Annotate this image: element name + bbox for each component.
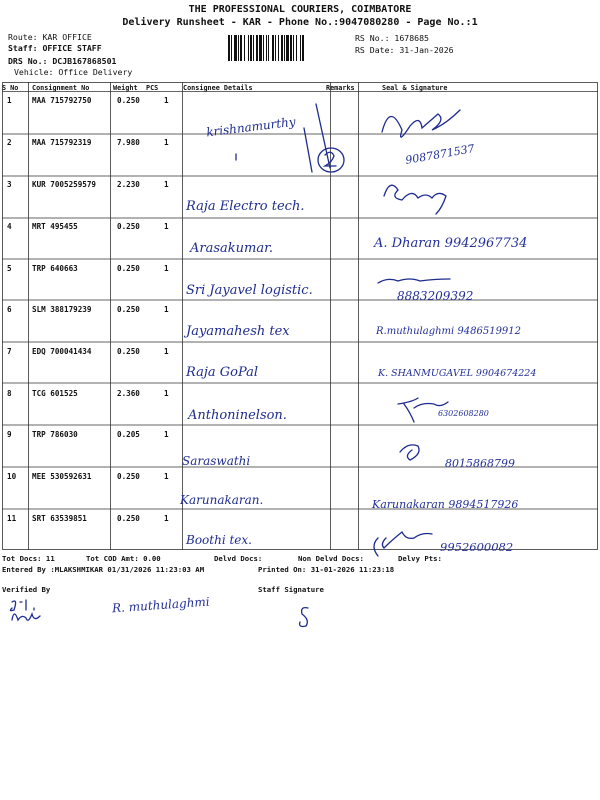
table-row-sno: 2 xyxy=(7,138,12,147)
consignee-handwriting: Jayamahesh tex xyxy=(186,324,290,339)
non-delivered-docs: Non Delvd Docs: xyxy=(298,554,364,563)
delivery-points: Delvy Pts: xyxy=(398,554,442,563)
table-row-consignment: SRT 63539851 xyxy=(32,514,87,523)
table-row-weight: 0.250 xyxy=(117,514,140,523)
col-header-weight: Weight xyxy=(113,84,138,92)
printed-on: Printed On: 31-01-2026 11:23:18 xyxy=(258,565,395,574)
table-row-weight: 0.250 xyxy=(117,472,140,481)
consignee-handwriting: Anthoninelson. xyxy=(188,408,287,423)
table-row-weight: 0.250 xyxy=(117,222,140,231)
route-label: Route: KAR OFFICE xyxy=(8,32,92,42)
table-row-consignment: TRP 640663 xyxy=(32,264,78,273)
recipient-signature: K. SHANMUGAVEL 9904674224 xyxy=(378,368,537,379)
col-header-seal-signature: Seal & Signature xyxy=(382,84,448,92)
consignee-handwriting: Raja Electro tech. xyxy=(186,199,305,214)
table-row-consignment: TRP 786030 xyxy=(32,430,78,439)
company-name: THE PROFESSIONAL COURIERS, COIMBATORE xyxy=(188,4,412,15)
staff-signature-label: Staff Signature xyxy=(258,585,324,594)
table-row-weight: 0.250 xyxy=(117,305,140,314)
table-row-weight: 0.250 xyxy=(117,264,140,273)
table-row-sno: 10 xyxy=(7,472,17,481)
table-row-pcs: 1 xyxy=(164,180,169,189)
recipient-signature: A. Dharan 9942967734 xyxy=(374,236,528,251)
drs-number: DRS No.: DCJB167868501 xyxy=(8,56,117,66)
table-row-sno: 6 xyxy=(7,305,12,314)
table-row-weight: 0.205 xyxy=(117,430,140,439)
table-row-consignment: EDQ 700041434 xyxy=(32,347,92,356)
entered-by: Entered By :MLAKSHMIKAR 01/31/2026 11:23:03 AM xyxy=(2,565,205,574)
table-row-weight: 2.360 xyxy=(117,389,140,398)
recipient-phone: 6302608280 xyxy=(438,409,489,418)
delivered-docs: Delvd Docs: xyxy=(214,554,263,563)
table-row-weight: 2.230 xyxy=(117,180,140,189)
consignee-handwriting: Sri Jayavel logistic. xyxy=(186,283,313,298)
table-row-sno: 3 xyxy=(7,180,12,189)
table-row-consignment: MAA 715792319 xyxy=(32,138,92,147)
runsheet-title: Delivery Runsheet - KAR - Phone No.:9047080280 - Page No.:1 xyxy=(122,17,478,28)
table-row-sno: 9 xyxy=(7,430,12,439)
table-row-pcs: 1 xyxy=(164,347,169,356)
table-row-pcs: 1 xyxy=(164,430,169,439)
rs-date: RS Date: 31-Jan-2026 xyxy=(355,45,454,55)
table-row-consignment: TCG 601525 xyxy=(32,389,78,398)
table-row-pcs: 1 xyxy=(164,96,169,105)
table-row-weight: 0.250 xyxy=(117,96,140,105)
table-row-consignment: SLM 388179239 xyxy=(32,305,92,314)
rs-number: RS No.: 1678685 xyxy=(355,33,429,43)
recipient-phone: 8883209392 xyxy=(397,289,474,303)
consignee-handwriting: Boothi tex. xyxy=(186,533,252,547)
table-row-pcs: 1 xyxy=(164,222,169,231)
table-row-pcs: 1 xyxy=(164,472,169,481)
recipient-phone: 9952600082 xyxy=(440,540,514,554)
recipient-phone: 8015868799 xyxy=(445,457,515,470)
table-row-pcs: 1 xyxy=(164,305,169,314)
verifier-signature: R. muthulaghmi xyxy=(111,594,211,616)
table-row-consignment: MEE 530592631 xyxy=(32,472,92,481)
vehicle-label: Vehicle: Office Delivery xyxy=(14,67,133,77)
col-header-remarks: Remarks xyxy=(326,84,355,92)
recipient-signature: R.muthulaghmi 9486519912 xyxy=(376,326,522,337)
consignee-handwriting: krishnamurthy xyxy=(205,114,297,140)
col-header-sno: S No xyxy=(2,84,19,92)
table-row-consignment: MAA 715792750 xyxy=(32,96,92,105)
table-row-pcs: 1 xyxy=(164,514,169,523)
table-row-consignment: MRT 495455 xyxy=(32,222,78,231)
table-row-pcs: 1 xyxy=(164,264,169,273)
table-row-sno: 8 xyxy=(7,389,12,398)
consignee-handwriting: Karunakaran. xyxy=(180,493,264,507)
footer-signature-marks xyxy=(0,590,360,640)
table-row-sno: 1 xyxy=(7,96,12,105)
table-row-pcs: 1 xyxy=(164,389,169,398)
total-docs: Tot Docs: 11 xyxy=(2,554,55,563)
recipient-phone: 9087871537 xyxy=(404,142,476,167)
table-row-sno: 7 xyxy=(7,347,12,356)
table-row-consignment: KUR 7005259579 xyxy=(32,180,97,189)
table-row-sno: 5 xyxy=(7,264,12,273)
table-row-sno: 4 xyxy=(7,222,12,231)
total-cod-amount: Tot COD Amt: 0.00 xyxy=(86,554,161,563)
table-row-sno: 11 xyxy=(7,514,17,523)
table-row-pcs: 1 xyxy=(164,138,169,147)
recipient-signature: Karunakaran 9894517926 xyxy=(372,498,519,511)
staff-label: Staff: OFFICE STAFF xyxy=(8,43,102,53)
table-row-weight: 0.250 xyxy=(117,347,140,356)
verified-by-label: Verified By xyxy=(2,585,51,594)
consignee-handwriting: Arasakumar. xyxy=(190,241,274,256)
col-header-pcs: PCS xyxy=(146,84,159,92)
col-header-consignee: Consignee Details xyxy=(183,84,253,92)
consignee-handwriting: Raja GoPal xyxy=(186,365,259,380)
consignee-handwriting: Saraswathi xyxy=(182,454,251,468)
table-row-weight: 7.980 xyxy=(117,138,140,147)
col-header-consignment: Consignment No xyxy=(32,84,90,92)
